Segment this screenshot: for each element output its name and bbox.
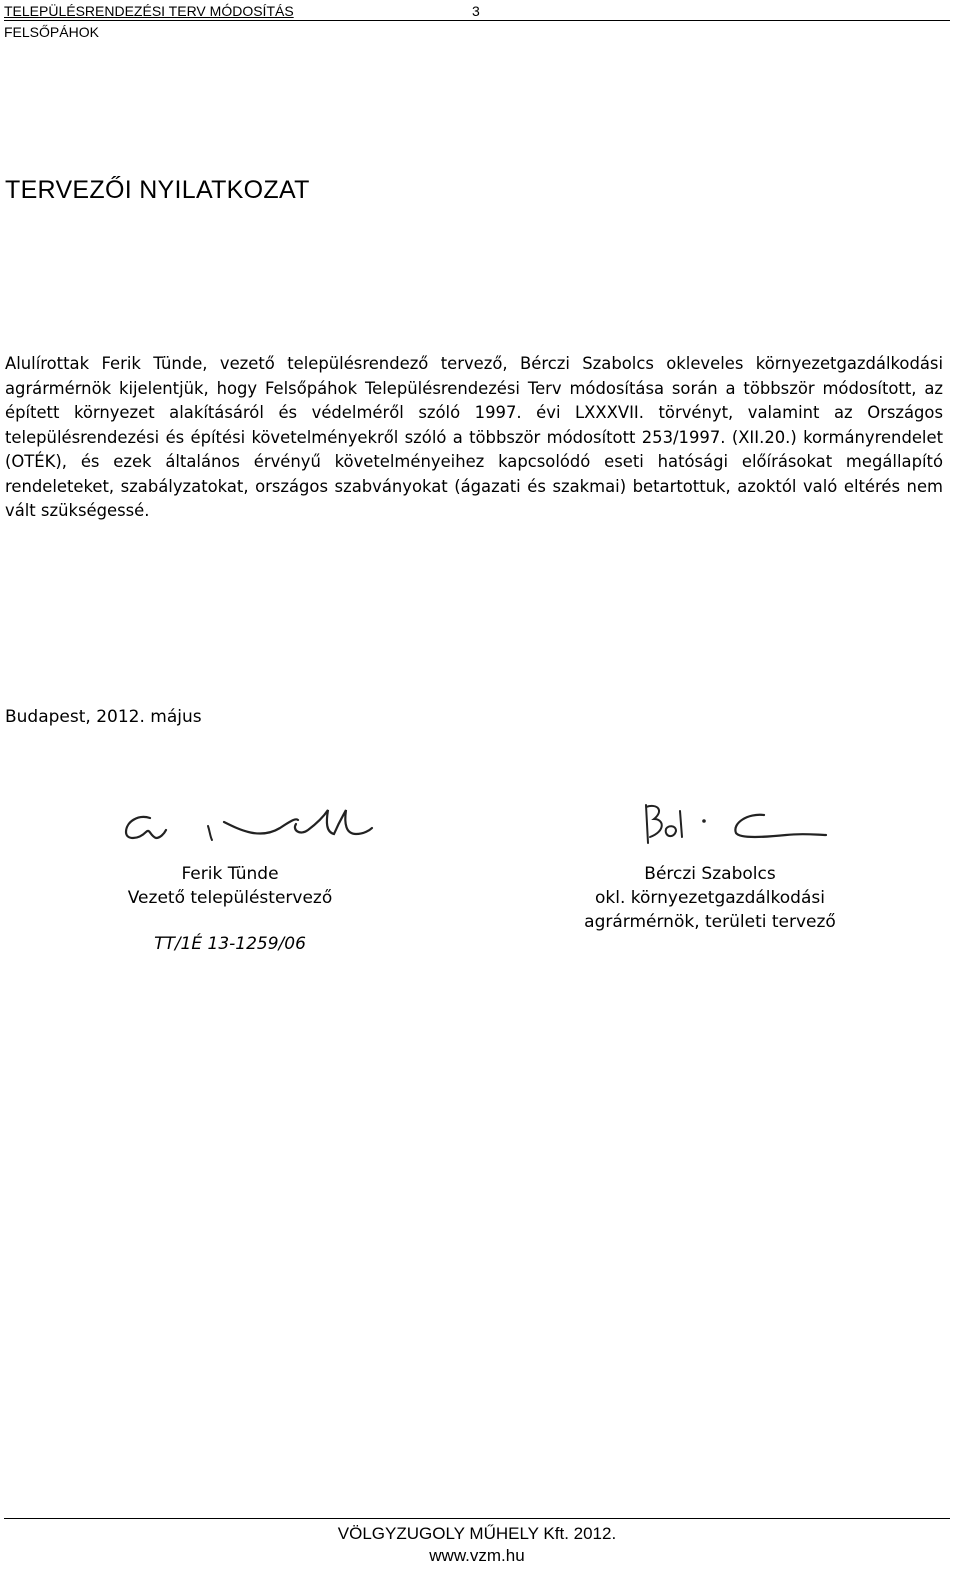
header-title: TELEPÜLÉSRENDEZÉSI TERV MÓDOSÍTÁS xyxy=(4,3,294,19)
header-subtitle: FELSŐPÁHOK xyxy=(4,24,99,40)
declaration-paragraph: Alulírottak Ferik Tünde, vezető településrendező tervező, Bérczi Szabolcs okleveles környezetgazdálkodási agrármérnök kijelentjük, hogy Felsőpáhok Településrendezési Terv módosítása során a többször módosított, az épített környezet alakításáról és védelméről szóló 1997. évi LXXXVII. törvényt, valamint az Országos településrendezési és építési követelményekről szóló a többször módosított 253/1997. (XII.20.) kormányrendelet (OTÉK), és ezek általános érvényű követelményeihez kapcsolódó eseti hatósági előírásokat megállapító rendeleteket, szabályzatokat, országos szabványokat (ágazati és szakmai) betartottuk, azoktól való eltérés nem vált szükségessé. xyxy=(5,354,943,520)
signatory-name: Ferik Tünde xyxy=(181,864,279,884)
signatory-right xyxy=(550,862,870,934)
signatory-name: Bérczi Szabolcs xyxy=(644,864,776,884)
signature-ferik-tunde xyxy=(120,800,390,850)
page-number: 3 xyxy=(472,3,480,19)
signatory-role-line2: agrármérnök, területi tervező xyxy=(584,912,836,932)
footer-company: VÖLGYZUGOLY MŰHELY Kft. 2012. xyxy=(337,1524,617,1543)
signatory-role-line1: okl. környezetgazdálkodási xyxy=(595,888,825,908)
page-footer xyxy=(4,1518,950,1567)
page-header xyxy=(4,2,944,41)
registration-number: TT/1É 13-1259/06 xyxy=(154,934,306,954)
signature-berczi-szabolcs xyxy=(636,797,836,847)
signatory-left xyxy=(110,862,350,910)
footer-website: www.vzm.hu xyxy=(429,1546,525,1565)
document-title: TERVEZŐI NYILATKOZAT xyxy=(5,176,310,204)
signatory-role: Vezető településtervező xyxy=(127,888,333,908)
place-and-date: Budapest, 2012. május xyxy=(5,707,202,727)
